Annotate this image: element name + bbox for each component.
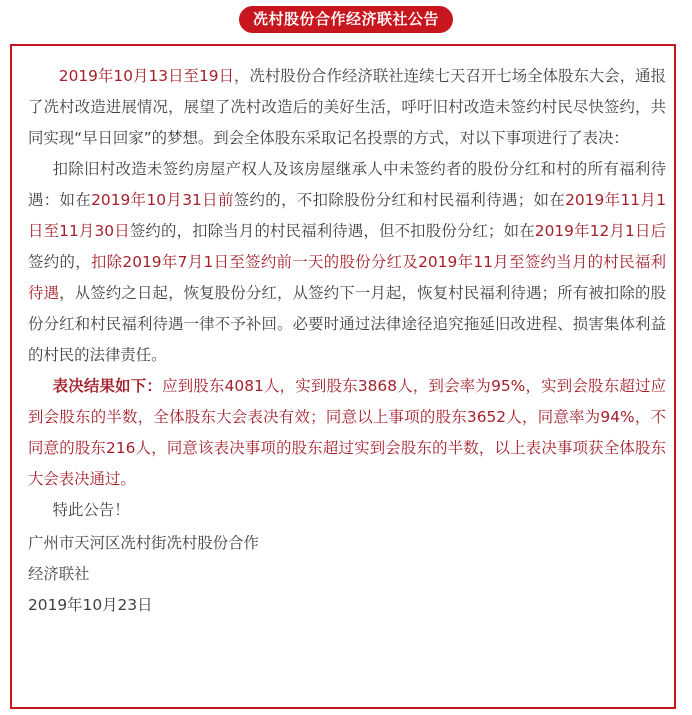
paragraph-deduction-rules [28, 154, 666, 371]
signature-org-line-1: 广州市天河区冼村街冼村股份合作 [28, 534, 259, 552]
signature-org-line-2: 经济联社 [28, 565, 90, 583]
vote-result-text: 应到股东4081人，实到股东3868人，到会率为95%，实到会股东超过应到会股东的半数，全体股东大会表决有效；同意以上事项的股东3652人，同意率为94%，不同意的股东216人，同意该表决事项的股东超过实到会股东的半数，以上表决事项获全体股东大会表决通过。 [28, 377, 666, 488]
signature-block [28, 528, 666, 559]
meeting-description: ，冼村股份合作经济联社连续七天召开七场全体股东大会，通报了冼村改造进展情况，展望了冼村改造后的美好生活，呼吁旧村改造未签约村民尽快签约，共同实现“早日回家”的梦想。到会全体股东采取记名投票的方式，对以下事项进行了表决： [28, 67, 666, 147]
deadline-date-2: 2019年11月1日至11月30日 [28, 191, 666, 240]
signature-date: 2019年10月23日 [28, 596, 153, 614]
closing-notice [28, 495, 666, 526]
paragraph-meetings [28, 61, 666, 154]
deduction-mid-1: 签约的，不扣除股份分红和村民福利待遇；如在 [233, 191, 566, 209]
announcement-body [28, 61, 666, 621]
deduction-mid-3: 签约的， [28, 253, 91, 271]
signature-org-line-2-wrap [28, 559, 666, 590]
deadline-date-1: 2019年10月31日前 [91, 191, 234, 209]
meeting-date-range: 2019年10月13日至19日 [58, 67, 235, 85]
page-title: 冼村股份合作经济联社公告 [239, 6, 453, 33]
deadline-date-3: 2019年12月1日后 [534, 222, 666, 240]
deduction-lead: 扣除旧村改造未签约房屋产权人及该房屋继承人中未签约者的股份分红和村的所有福利待遇：如在 [28, 160, 666, 209]
signature-date-wrap [28, 590, 666, 621]
deduction-mid-2: 签约的，扣除当月的村民福利待遇，但不扣股份分红；如在 [129, 222, 535, 240]
vote-result-label: 表决结果如下： [52, 377, 163, 395]
deduction-highlight: 扣除2019年7月1日至签约前一天的股份分红及2019年11月至签约当月的村民福利待遇 [28, 253, 666, 302]
title-banner [0, 6, 692, 33]
closing-notice-text: 特此公告！ [52, 501, 130, 519]
deduction-tail: ，从签约之日起，恢复股份分红，从签约下一月起，恢复村民福利待遇；所有被扣除的股份分红和村民福利待遇一律不予补回。必要时通过法律途径追究拖延旧改进程、损害集体利益的村民的法律责任。 [28, 284, 666, 364]
paragraph-vote-result [28, 371, 666, 495]
